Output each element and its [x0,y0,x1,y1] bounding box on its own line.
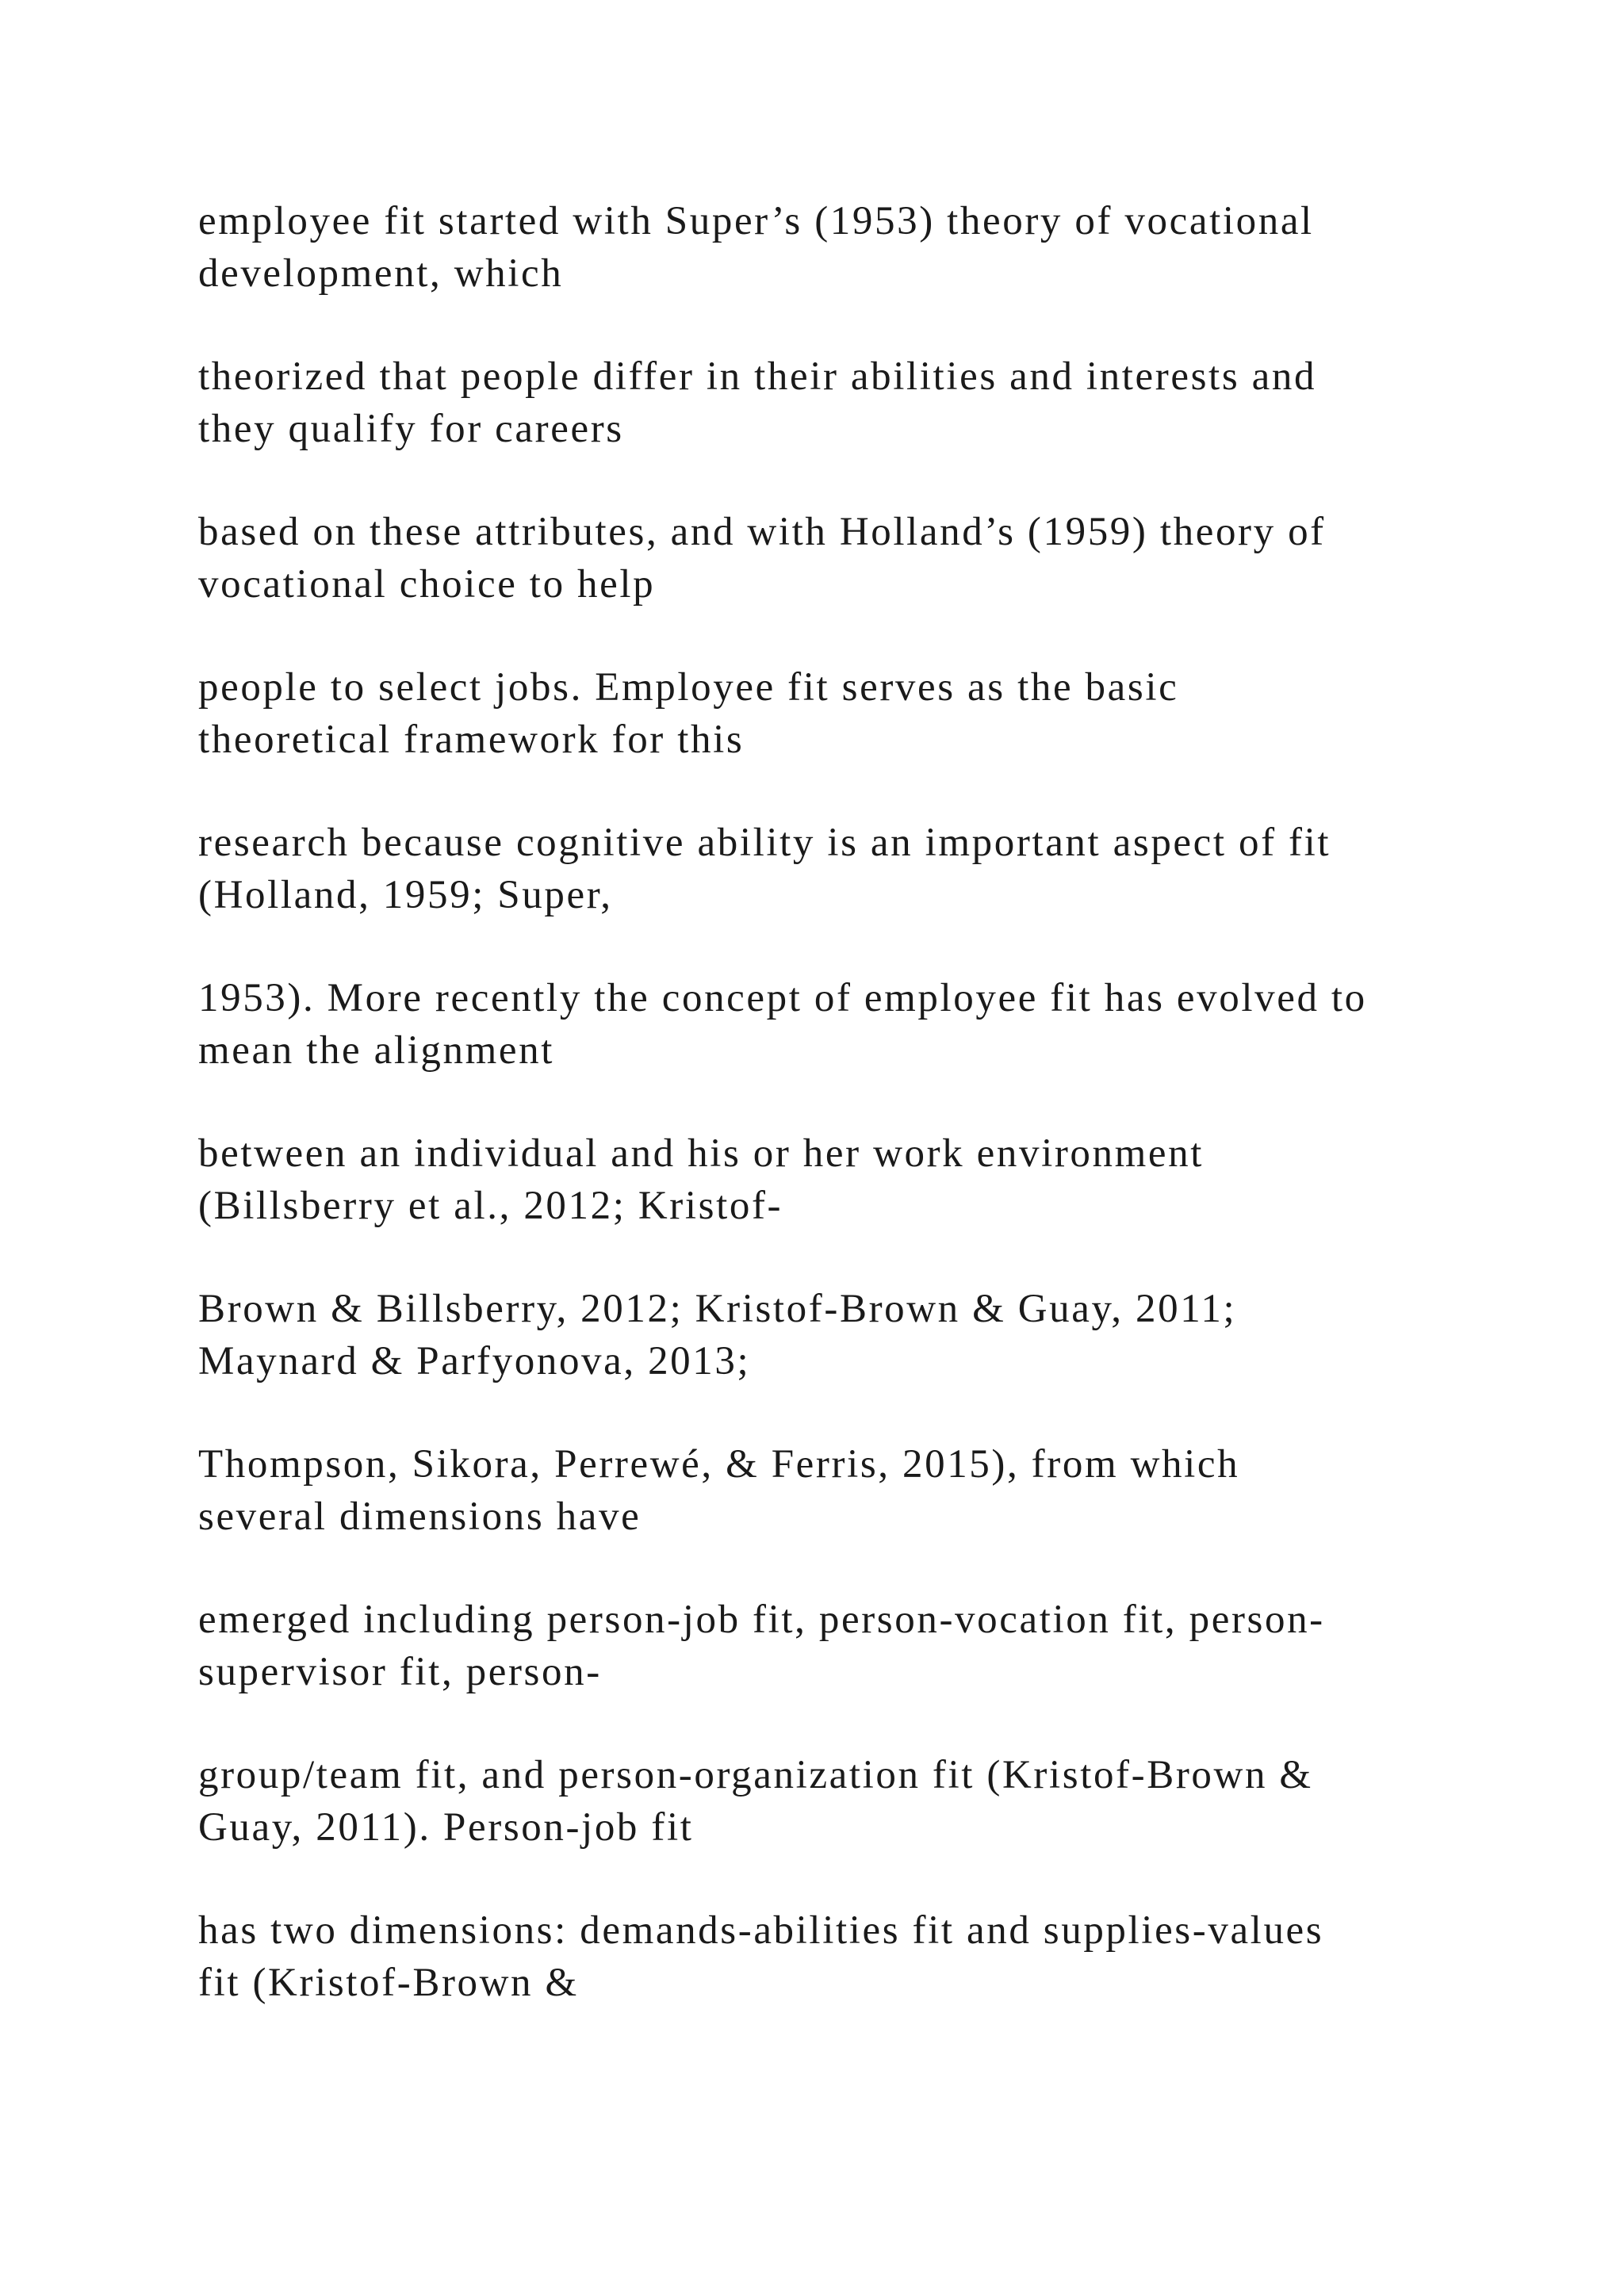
paragraph-6 [198,972,1499,1077]
text-line: several dimensions have [198,1494,642,1539]
text-line: employee fit started with Super’s (1953) theory of vocational [198,199,1314,243]
paragraph-9 [198,1438,1499,1543]
paragraph-11 [198,1749,1499,1854]
text-line: based on these attributes, and with Holland’s (1959) theory of [198,510,1326,554]
text-line: Thompson, Sikora, Perrewé, & Ferris, 2015), from which [198,1442,1240,1487]
text-line: Maynard & Parfyonova, 2013; [198,1339,751,1383]
text-line: group/team fit, and person-organization fit (Kristof-Brown & [198,1753,1313,1797]
text-line: (Billsberry et al., 2012; Kristof- [198,1184,783,1228]
paragraph-8 [198,1283,1499,1387]
text-line: Guay, 2011). Person-job fit [198,1805,694,1850]
body-text [198,195,1499,2060]
text-line: fit (Kristof-Brown & [198,1961,579,2005]
text-line: they qualify for careers [198,407,624,451]
text-line: research because cognitive ability is an important aspect of fit [198,821,1331,865]
text-line: supervisor fit, person- [198,1650,602,1694]
text-line: theoretical framework for this [198,718,745,762]
paragraph-1 [198,195,1499,300]
paragraph-10 [198,1594,1499,1698]
paragraph-3 [198,506,1499,610]
paragraph-2 [198,350,1499,455]
text-line: Brown & Billsberry, 2012; Kristof-Brown & Guay, 2011; [198,1287,1237,1331]
text-line: vocational choice to help [198,562,656,607]
text-line: development, which [198,251,564,296]
text-line: emerged including person-job fit, person-vocation fit, person- [198,1598,1325,1642]
text-line: theorized that people differ in their abilities and interests and [198,354,1317,399]
paragraph-5 [198,817,1499,921]
text-line: (Holland, 1959; Super, [198,873,613,917]
text-line: has two dimensions: demands-abilities fit and supplies-values [198,1908,1324,1953]
paragraph-4 [198,661,1499,766]
paragraph-12 [198,1904,1499,2009]
paragraph-7 [198,1127,1499,1232]
text-line: 1953). More recently the concept of employee fit has evolved to [198,976,1367,1020]
text-line: mean the alignment [198,1028,554,1073]
text-line: between an individual and his or her work environment [198,1131,1204,1176]
text-line: people to select jobs. Employee fit serves as the basic [198,665,1179,710]
